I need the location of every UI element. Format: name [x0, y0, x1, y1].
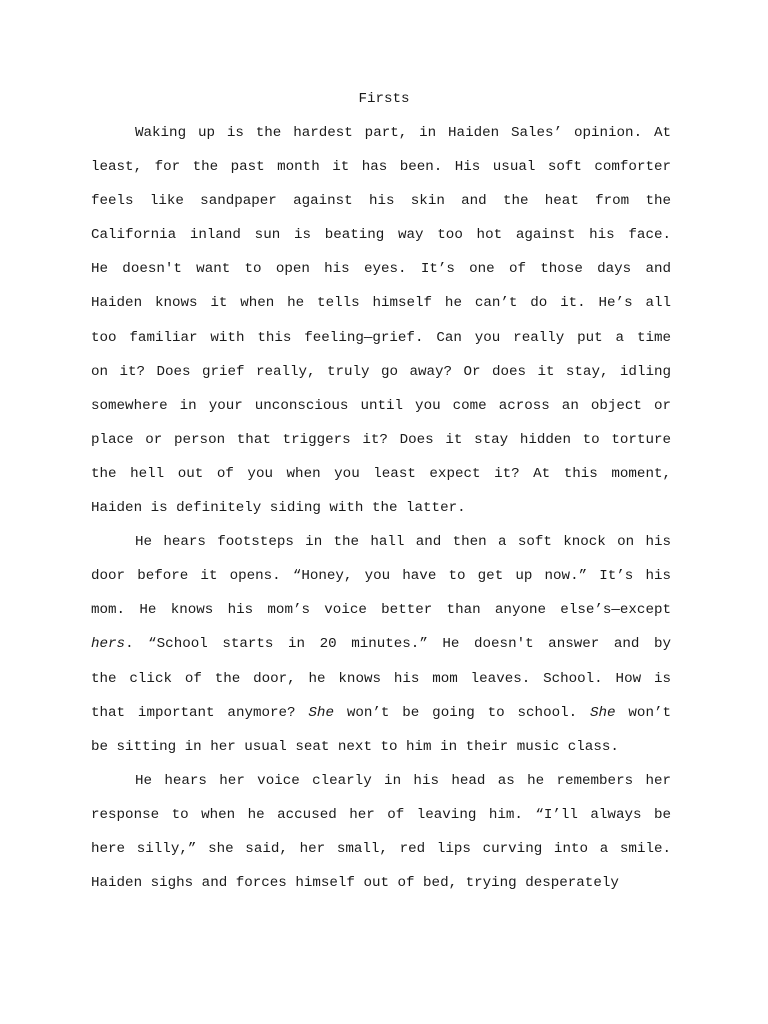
text-segment: too familiar with this feeling—grief. Can you really put a time — [91, 329, 671, 346]
text-segment: door before it opens. “Honey, you have to get up now.” It’s his — [91, 568, 671, 585]
text-segment: mom. He knows his mom’s voice better than anyone else’s—except — [91, 602, 671, 619]
text-line — [91, 395, 671, 429]
text-line — [91, 497, 671, 531]
text-line — [91, 804, 671, 838]
text-line — [91, 565, 671, 599]
text-line — [91, 668, 671, 702]
text-line — [91, 361, 671, 395]
text-segment: He doesn't want to open his eyes. It’s one of those days and — [91, 261, 671, 278]
document-title: Firsts — [358, 91, 410, 107]
text-segment: Waking up is the hardest part, in Haiden Sales’ opinion. At — [135, 125, 671, 141]
text-segment: He hears footsteps in the hall and then a soft knock on his — [135, 534, 671, 551]
text-line — [91, 872, 671, 906]
text-segment: that important anymore? — [91, 704, 309, 721]
paragraph-first-line — [91, 531, 671, 565]
text-segment: on it? Does grief really, truly go away? Or does it stay, idling — [91, 363, 671, 380]
text-segment: . “School starts in 20 minutes.” He doesn't answer and by — [125, 636, 671, 653]
text-segment: California inland sun is beating way too hot against his face. — [91, 227, 671, 244]
text-line — [91, 429, 671, 463]
text-line — [91, 463, 671, 497]
text-line — [91, 599, 671, 633]
text-segment: place or person that triggers it? Does it stay hidden to torture — [91, 431, 671, 448]
text-segment: Haiden knows it when he tells himself he can’t do it. He’s all — [91, 295, 671, 312]
text-segment: feels like sandpaper against his skin and the heat from the — [91, 193, 671, 210]
text-segment: He hears her voice clearly in his head as he remembers her — [135, 772, 671, 789]
text-segment: Haiden sighs and forces himself out of bed, trying desperately — [91, 875, 619, 892]
text-segment: won’t be going to school. — [333, 704, 590, 721]
text-segment: least, for the past month it has been. His usual soft comforter — [91, 159, 671, 176]
text-line — [91, 702, 671, 736]
text-line — [91, 224, 671, 258]
text-line — [91, 736, 671, 770]
text-segment: Haiden is definitely siding with the latter. — [91, 500, 466, 517]
text-segment: the click of the door, he knows his mom leaves. School. How is — [91, 670, 671, 687]
text-line — [91, 258, 671, 292]
text-line — [91, 838, 671, 872]
italic-text: She — [308, 704, 334, 721]
italic-text: She — [590, 704, 616, 721]
text-segment: the hell out of you when you least expect it? At this moment, — [91, 465, 671, 482]
text-segment: somewhere in your unconscious until you come across an object or — [91, 397, 671, 414]
paragraph-first-line — [91, 770, 671, 804]
text-segment: won’t — [615, 704, 671, 721]
paragraph-first-line — [91, 122, 671, 156]
text-segment: here silly,” she said, her small, red lips curving into a smile. — [91, 840, 671, 857]
italic-text: hers — [91, 636, 126, 653]
document-body — [91, 122, 671, 906]
text-line — [91, 633, 671, 667]
text-line — [91, 292, 671, 326]
text-segment: response to when he accused her of leaving him. “I’ll always be — [91, 806, 671, 823]
text-line — [91, 156, 671, 190]
text-line — [91, 190, 671, 224]
text-line — [91, 327, 671, 361]
text-segment: be sitting in her usual seat next to him in their music class. — [91, 738, 619, 755]
